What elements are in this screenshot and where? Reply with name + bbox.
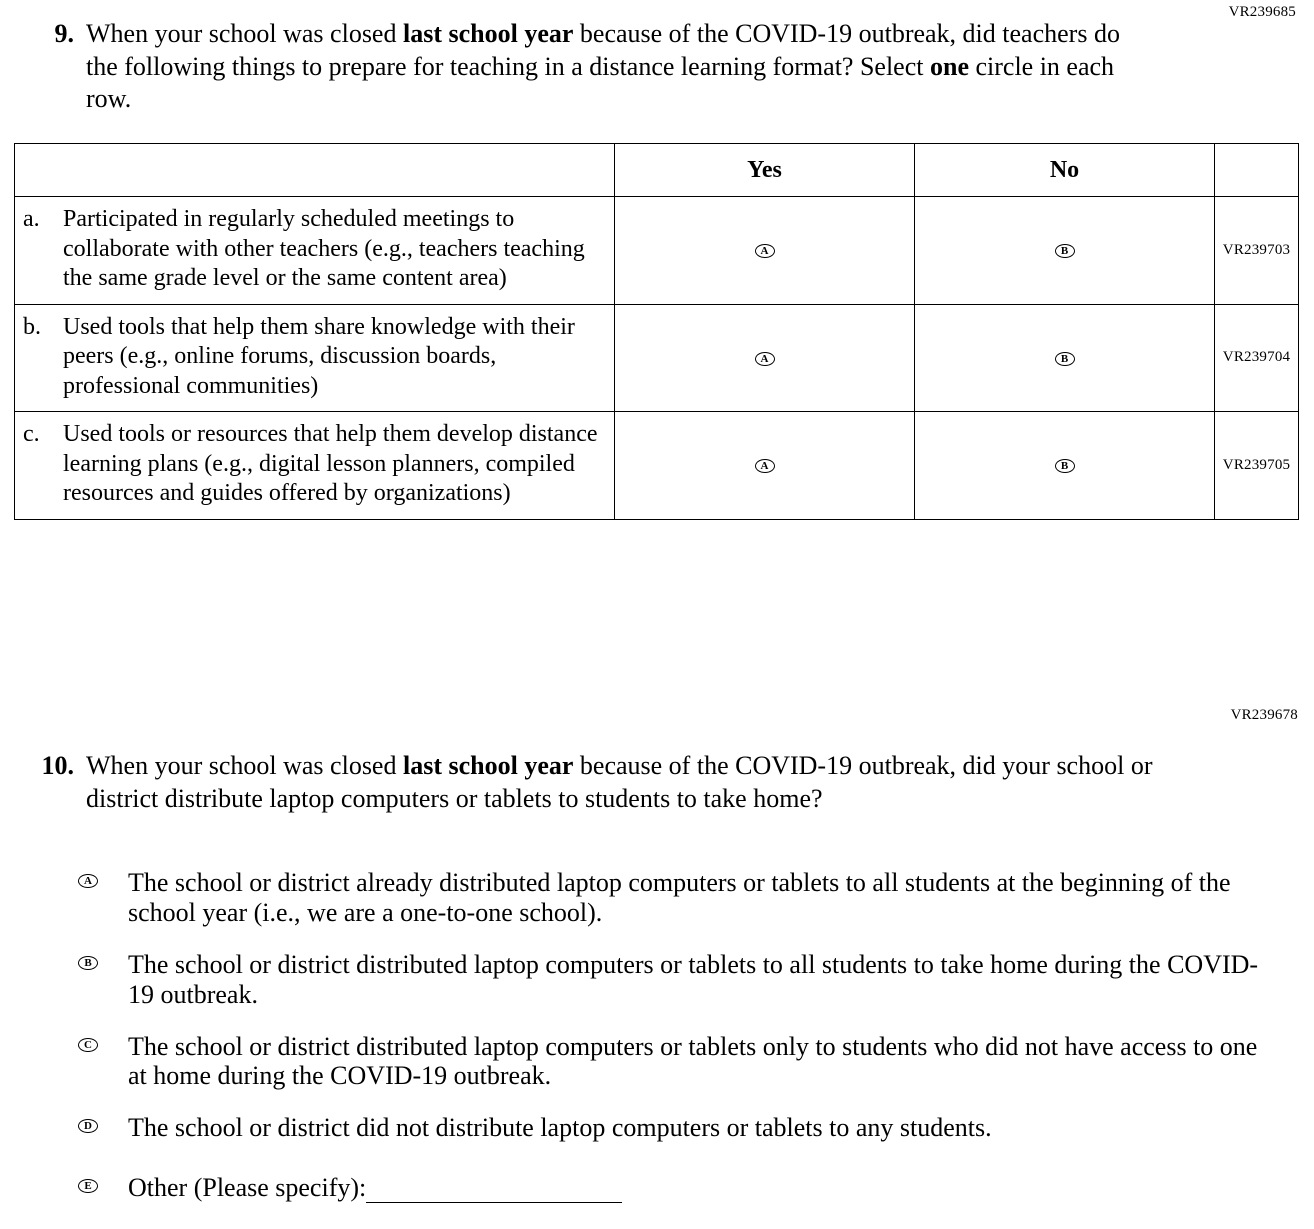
- q9-text-bold: last school year: [402, 19, 574, 48]
- table-row: [15, 412, 1299, 520]
- row-c-label: c.: [23, 421, 40, 448]
- page-code-top-right: VR239685: [1228, 4, 1296, 20]
- question-9-text: [86, 18, 1158, 116]
- bubble-e-icon[interactable]: E: [78, 1179, 98, 1193]
- option-a[interactable]: [78, 868, 1278, 928]
- row-c-stem: [15, 412, 615, 520]
- row-c-text: Used tools or resources that help them develop distance learning plans (e.g., digital lesson planners, compiled resources and guides offered by organizations): [63, 421, 598, 507]
- question-9-number: 9.: [54, 19, 74, 48]
- option-a-label: The school or district already distributed laptop computers or tablets to all students at the beginning of the school year (i.e., we are a one-to-one school).: [128, 868, 1231, 927]
- question-10-options: [78, 868, 1278, 1229]
- table-row: [15, 304, 1299, 412]
- row-b-stem: [15, 304, 615, 412]
- bubble-b-icon[interactable]: B: [1055, 352, 1075, 366]
- question-10-number: 10.: [41, 751, 74, 780]
- column-header-no: No: [915, 144, 1215, 197]
- q10-text-part1: When your school was closed: [86, 751, 403, 780]
- option-c-label: The school or district distributed laptop computers or tablets only to students who did not have access to one at home during the COVID-19 outbreak.: [128, 1031, 1258, 1091]
- row-a-label: a.: [23, 206, 40, 232]
- q9-text-part2: because of the COVID-19 outbreak, did teachers do the following things to prepare for teaching in a distance learning format? Select: [86, 19, 1120, 81]
- q9-text-bold2: one: [929, 51, 969, 81]
- option-d-label: The school or district did not distribute laptop computers or tablets to any students.: [128, 1113, 992, 1143]
- option-other-input[interactable]: [366, 1180, 622, 1203]
- q10-text-bold: last school year: [402, 751, 574, 780]
- bubble-c-icon[interactable]: C: [78, 1038, 98, 1052]
- row-a-no-option[interactable]: [915, 197, 1215, 305]
- option-other[interactable]: [78, 1173, 1278, 1207]
- question-10-stem: [28, 750, 1208, 815]
- q10-text-part2: because of the COVID-19 outbreak, did your school or district distribute laptop computers or tablets to students to take home?: [86, 751, 1153, 813]
- question-9-stem: [38, 18, 1158, 116]
- row-c-no-option[interactable]: [915, 412, 1215, 520]
- row-b-text: Used tools that help them share knowledge with their peers (e.g., online forums, discussion boards, professional communities): [63, 313, 575, 399]
- column-header-yes: Yes: [615, 144, 915, 197]
- row-b-no-option[interactable]: [915, 304, 1215, 412]
- q9-text-part1: When your school was closed: [86, 19, 403, 48]
- option-b[interactable]: [78, 950, 1278, 1010]
- column-header-code: [1215, 144, 1299, 197]
- row-c-yes-option[interactable]: [615, 412, 915, 520]
- row-a-text: Participated in regularly scheduled meetings to collaborate with other teachers (e.g., teachers teaching the same grade level or the same content area): [63, 206, 585, 292]
- table-row: [15, 197, 1299, 305]
- option-other-label: Other (Please specify):: [128, 1173, 367, 1203]
- option-c[interactable]: [78, 1032, 1278, 1092]
- row-b-code: VR239704: [1215, 304, 1299, 412]
- bubble-b-icon[interactable]: B: [1055, 459, 1075, 473]
- page-code-middle-right: VR239678: [1230, 707, 1298, 723]
- question-9-matrix-table: [14, 143, 1299, 520]
- option-other-inner: [128, 1173, 1278, 1203]
- bubble-a-icon[interactable]: A: [755, 352, 775, 366]
- bubble-d-icon[interactable]: D: [78, 1119, 98, 1133]
- bubble-b-icon[interactable]: B: [1055, 244, 1075, 258]
- bubble-a-icon[interactable]: A: [78, 874, 98, 888]
- row-c-code: VR239705: [1215, 412, 1299, 520]
- bubble-b-icon[interactable]: B: [78, 956, 98, 970]
- row-b-yes-option[interactable]: [615, 304, 915, 412]
- row-a-stem: [15, 197, 615, 305]
- row-a-code: VR239703: [1215, 197, 1299, 305]
- bubble-a-icon[interactable]: A: [755, 459, 775, 473]
- row-a-yes-option[interactable]: [615, 197, 915, 305]
- q9-text-part3: circle in each row.: [86, 51, 1115, 113]
- column-header-stem: [15, 144, 615, 197]
- question-10-text: [86, 750, 1208, 815]
- table-header-row: [15, 144, 1299, 197]
- option-b-label: The school or district distributed laptop computers or tablets to all students to take home during the COVID-19 outbreak.: [128, 949, 1259, 1009]
- bubble-a-icon[interactable]: A: [755, 244, 775, 258]
- option-d[interactable]: [78, 1113, 1278, 1147]
- row-b-label: b.: [23, 313, 41, 340]
